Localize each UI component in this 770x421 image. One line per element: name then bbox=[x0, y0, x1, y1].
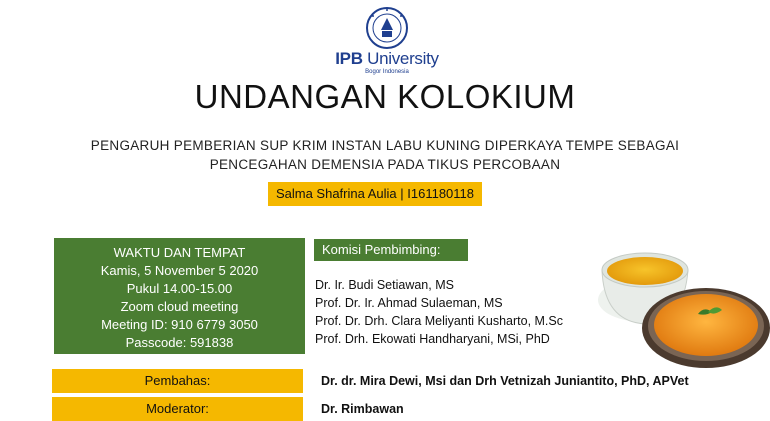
meeting-id: Meeting ID: 910 6779 3050 bbox=[101, 317, 258, 332]
research-title-line-2: PENCEGAHAN DEMENSIA PADA TIKUS PERCOBAAN bbox=[209, 157, 561, 172]
schedule-date: Kamis, 5 November 5 2020 bbox=[100, 263, 259, 278]
pembahas-value: Dr. dr. Mira Dewi, Msi dan Drh Vetnizah Juniantito, PhD, APVet bbox=[321, 374, 689, 388]
pembahas-label: Pembahas: bbox=[52, 369, 303, 393]
moderator-label: Moderator: bbox=[52, 397, 303, 421]
ipb-emblem-icon bbox=[365, 6, 409, 50]
komisi-member: Dr. Ir. Budi Setiawan, MS bbox=[315, 278, 454, 292]
brand-location: Bogor Indonesia bbox=[365, 69, 409, 75]
komisi-heading: Komisi Pembimbing: bbox=[314, 239, 468, 261]
brand-name: IPB University bbox=[335, 49, 439, 68]
research-title bbox=[60, 136, 710, 174]
komisi-member: Prof. Dr. Drh. Clara Meliyanti Kusharto, M.Sc bbox=[315, 314, 563, 328]
schedule-place: Zoom cloud meeting bbox=[120, 299, 239, 314]
page-title: UNDANGAN KOLOKIUM bbox=[194, 78, 576, 115]
schedule-box bbox=[54, 238, 305, 354]
research-title-line-1: PENGARUH PEMBERIAN SUP KRIM INSTAN LABU KUNING DIPERKAYA TEMPE SEBAGAI bbox=[90, 138, 680, 153]
schedule-time: Pukul 14.00-15.00 bbox=[126, 281, 233, 296]
komisi-member: Prof. Drh. Ekowati Handharyani, MSi, PhD bbox=[315, 332, 550, 346]
brand bbox=[332, 50, 442, 76]
komisi-member: Prof. Dr. Ir. Ahmad Sulaeman, MS bbox=[315, 296, 503, 310]
pumpkin-soup-photo bbox=[594, 230, 770, 370]
komisi-list bbox=[315, 276, 563, 348]
meeting-passcode: Passcode: 591838 bbox=[125, 335, 234, 350]
schedule-heading: WAKTU DAN TEMPAT bbox=[113, 245, 246, 260]
student-badge: Salma Shafrina Aulia | I161180118 bbox=[268, 182, 482, 206]
moderator-value: Dr. Rimbawan bbox=[321, 402, 404, 416]
